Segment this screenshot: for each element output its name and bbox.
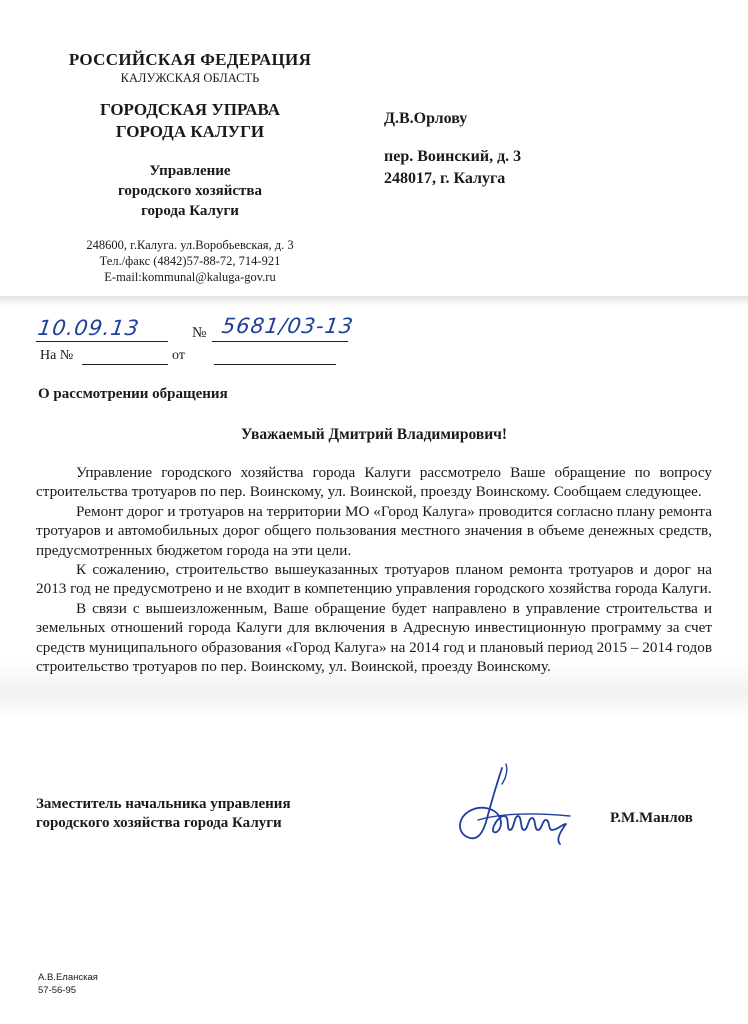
letterhead-org-line1: ГОРОДСКАЯ УПРАВА [99, 100, 281, 119]
date-line [36, 341, 168, 342]
body-paragraph-1: Управление городского хозяйства города Калуги рассмотрело Ваше обращение по вопросу строительства тротуаров по пер. Воинскому, ул. Воинской, проезду Воинскому. Сообщаем следующее. [36, 464, 712, 501]
handwritten-signature [448, 760, 578, 850]
letterhead-dept-line2: городского хозяйства [117, 183, 263, 199]
reply-to-label: На № [40, 348, 74, 363]
number-line [212, 341, 348, 342]
body-paragraph-2: Ремонт дорог и тротуаров на территории МО «Город Калуга» проводится согласно плану ремонта тротуаров и автомобильных дорог общего пользования местного значения в объеме денежных средств, предусмотренных бюджетом города на эти цели. [36, 502, 712, 559]
executor-name: А.В.Еланская [38, 972, 98, 983]
letterhead-phone: Тел./факс (4842)57-88-72, 714-921 [99, 254, 281, 268]
letterhead-org-line2: ГОРОДА КАЛУГИ [115, 122, 265, 141]
recipient-name: Д.В.Орлову [384, 110, 468, 127]
body-paragraph-3: К сожалению, строительство вышеуказанных тротуаров планом ремонта тротуаров и дорог на 2013 год не предусмотрено и не входит в компетенцию управления городского хозяйства города Калуги. [36, 561, 712, 598]
recipient-city: 248017, г. Калуга [384, 170, 506, 187]
signer-title-line1: Заместитель начальника управления [36, 796, 291, 812]
letterhead-dept-line3: города Калуги [141, 203, 239, 219]
number-label: № [192, 325, 207, 341]
letterhead-dept-line1: Управление [149, 163, 231, 179]
from-label: от [172, 348, 185, 363]
reply-date-line [214, 364, 336, 365]
letterhead-email: E-mail:kommunal@kaluga-gov.ru [104, 270, 276, 284]
paper-fold-top [0, 296, 748, 306]
letterhead-country: РОССИЙСКАЯ ФЕДЕРАЦИЯ [68, 50, 312, 69]
recipient-street: пер. Воинский, д. 3 [384, 148, 522, 165]
executor-phone: 57-56-95 [38, 985, 77, 996]
letterhead-address: 248600, г.Калуга. ул.Воробьевская, д. 3 [86, 238, 294, 252]
letter-body [36, 463, 712, 676]
salutation: Уважаемый Дмитрий Владимирович! [240, 426, 508, 443]
body-paragraph-4: В связи с вышеизложенным, Ваше обращение будет направлено в управление строительства и земельных отношений города Калуги для включения в Адресную инвестиционную программу за счет средств муниципального образования «Город Калуга» на 2014 год и плановый период 2015 – 2014 годов строительство тротуаров по пер. Воинскому, ул. Воинской, проезду Воинскому. [36, 599, 712, 676]
signer-name: Р.М.Манлов [610, 810, 693, 826]
handwritten-number: 5681/03-13 [220, 314, 356, 338]
letterhead-region: КАЛУЖСКАЯ ОБЛАСТЬ [120, 71, 260, 85]
subject: О рассмотрении обращения [38, 386, 228, 402]
handwritten-date: 10.09.13 [36, 316, 142, 340]
signer-title-line2: городского хозяйства города Калуги [36, 815, 282, 831]
reply-number-line [82, 364, 168, 365]
